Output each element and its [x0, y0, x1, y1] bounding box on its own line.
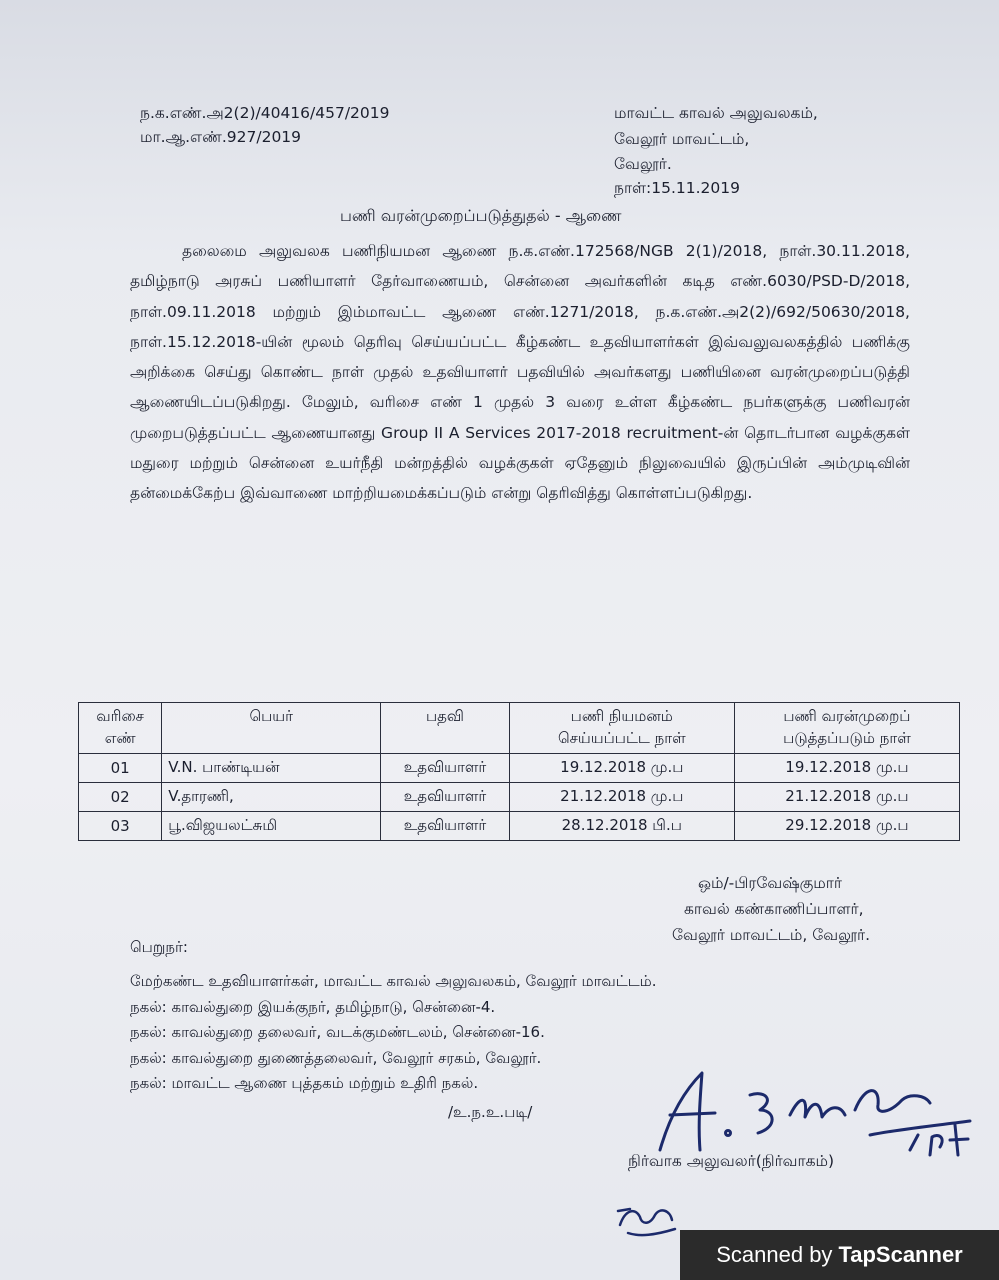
cell-serial-number: 02 [79, 783, 162, 812]
cell-appointment-date: 19.12.2018 மு.ப [509, 754, 734, 783]
cell-regularisation-date: 19.12.2018 மு.ப [734, 754, 959, 783]
copy-recipient: நகல்: காவல்துறை இயக்குநர், தமிழ்நாடு, சென்னை-4. [130, 998, 496, 1016]
order-title: பணி வரன்முறைப்படுத்துதல் - ஆணை [340, 206, 622, 225]
copy-recipient: நகல்: மாவட்ட ஆணை புத்தகம் மற்றும் உதிரி நகல். [130, 1074, 479, 1092]
handwritten-signature [640, 1055, 980, 1165]
copy-recipient: நகல்: காவல்துறை தலைவர், வடக்குமண்டலம், சென்னை-16. [130, 1023, 545, 1041]
cell-post: உதவியாளர் [381, 783, 510, 812]
order-number: மா.ஆ.எண்.927/2019 [140, 128, 302, 146]
scanner-watermark [680, 1230, 999, 1280]
copy-recipient: நகல்: காவல்துறை துணைத்தலைவர், வேலூர் சரகம், வேலூர். [130, 1049, 542, 1067]
office-name: மாவட்ட காவல் அலுவலகம், [614, 104, 818, 122]
table-header-row [79, 703, 960, 754]
office-city: வேலூர். [614, 155, 672, 173]
cell-name: V.தாரணி, [162, 783, 381, 812]
cell-name: V.N. பாண்டியன் [162, 754, 381, 783]
issue-date: நாள்:15.11.2019 [614, 179, 740, 197]
signatory-name: ஒம்/-பிரவேஷ்குமார் [698, 874, 842, 892]
table-row [79, 812, 960, 841]
watermark-brand: TapScanner [838, 1242, 963, 1267]
reference-number: ந.க.எண்.அ2(2)/40416/457/2019 [140, 104, 390, 122]
header-serial-number: வரிசை எண் [79, 703, 162, 754]
order-body: தலைமை அலுவலக பணிநியமன ஆணை ந.க.எண்.172568/NGB 2(1)/2018, நாள்.30.11.2018, தமிழ்நாடு அரசுப் பணியாளர் தேர்வாணையம், சென்னை அவர்களின் கடித எண்.6030/PSD-D/2018, நாள்.09.11.2018 மற்றும் இம்மாவட்ட ஆணை எண்.1271/2018, ந.க.எண்.அ2(2)/692/50630/2018, நாள்.15.12.2018-யின் மூலம் தெரிவு செய்யப்பட்ட கீழ்கண்ட உதவியாளர்கள் இவ்வலுவலகத்தில் பணிக்கு அறிக்கை செய்து கொண்ட நாள் முதல் உதவியாளர் பதவியில் அவர்களது பணியினை வரன்முறைப்படுத்தி ஆணையிடப்படுகிறது. மேலும், வரிசை எண் 1 முதல் 3 வரை உள்ள கீழ்கண்ட நபர்களுக்கு பணிவரன் முறைபடுத்தப்பட்ட ஆணையானது Group II A Services 2017-2018 recruitment-ன் தொடர்பான வழக்குகள் மதுரை மற்றும் சென்னை உயர்நீதி மன்றத்தில் வழக்குகள் ஏதேனும் நிலுவையில் இருப்பின் அம்முடிவின் தன்மைக்கேற்ப இவ்வாணை மாற்றியமைக்கப்படும் என்று தெரிவித்து கொள்ளப்படுகிறது. [130, 242, 910, 503]
header-appointment-date: பணி நியமனம் செய்யப்பட்ட நாள் [509, 703, 734, 754]
cell-appointment-date: 28.12.2018 பி.ப [509, 812, 734, 841]
cell-serial-number: 01 [79, 754, 162, 783]
cell-post: உதவியாளர் [381, 754, 510, 783]
signatory-location: வேலூர் மாவட்டம், வேலூர். [672, 926, 871, 944]
header-post: பதவி [381, 703, 510, 754]
recipient-primary: மேற்கண்ட உதவியாளர்கள், மாவட்ட காவல் அலுவலகம், வேலூர் மாவட்டம். [130, 972, 657, 990]
signatory-designation: காவல் கண்காணிப்பாளர், [684, 900, 864, 918]
cell-post: உதவியாளர் [381, 812, 510, 841]
recipients-label: பெறுநர்: [130, 938, 188, 956]
office-district: வேலூர் மாவட்டம், [614, 130, 750, 148]
table-row [79, 783, 960, 812]
cell-serial-number: 03 [79, 812, 162, 841]
cell-regularisation-date: 21.12.2018 மு.ப [734, 783, 959, 812]
header-name: பெயர் [162, 703, 381, 754]
cell-appointment-date: 21.12.2018 மு.ப [509, 783, 734, 812]
table-row [79, 754, 960, 783]
header-regularisation-date: பணி வரன்முறைப் படுத்தப்படும் நாள் [734, 703, 959, 754]
cell-name: பூ.விஜயலட்சுமி [162, 812, 381, 841]
watermark-prefix: Scanned by [716, 1242, 833, 1267]
staff-table [78, 702, 960, 841]
true-copy-mark: /உ.ந.உ.படி/ [448, 1103, 533, 1121]
cell-regularisation-date: 29.12.2018 மு.ப [734, 812, 959, 841]
attesting-officer: நிர்வாக அலுவலர்(நிர்வாகம்) [628, 1152, 835, 1170]
